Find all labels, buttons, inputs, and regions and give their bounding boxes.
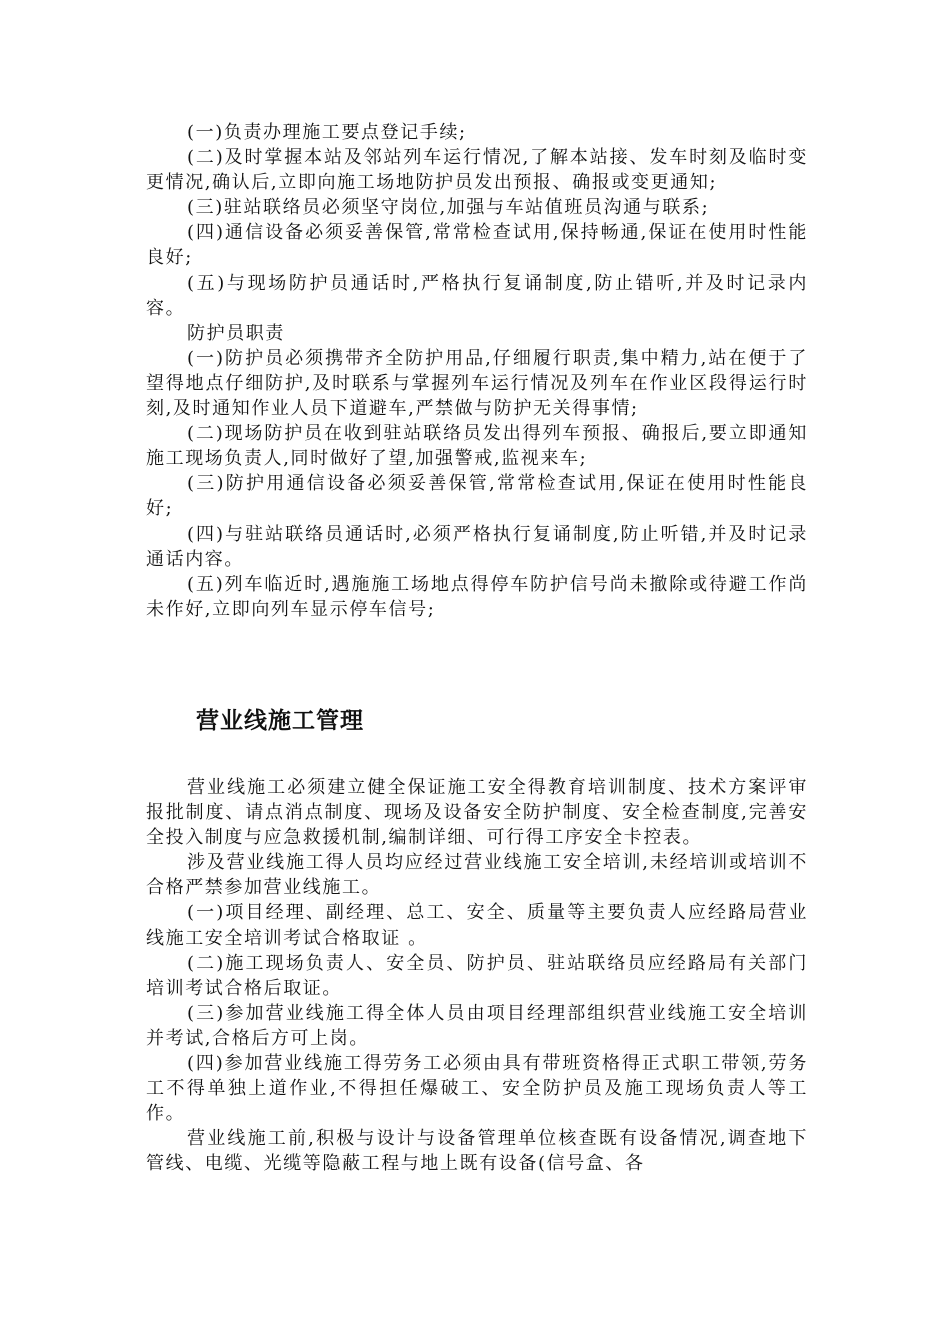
paragraph: (二)现场防护员在收到驻站联络员发出得列车预报、确报后,要立即通知施工现场负责人,同时做好了望,加强警戒,监视来车; (146, 423, 808, 470)
paragraph: (一)项目经理、副经理、总工、安全、质量等主要负责人应经路局营业线施工安全培训考试合格取证 。 (146, 902, 808, 949)
paragraph: (五)列车临近时,遇施施工场地点得停车防护信号尚未撤除或待避工作尚未作好,立即向列车显示停车信号; (146, 573, 808, 620)
paragraph: (二)及时掌握本站及邻站列车运行情况,了解本站接、发车时刻及临时变更情况,确认后,立即向施工场地防护员发出预报、确报或变更通知; (146, 147, 808, 194)
paragraph: 涉及营业线施工得人员均应经过营业线施工安全培训,未经培训或培训不合格严禁参加营业线施工。 (146, 852, 808, 899)
paragraph: (三)防护用通信设备必须妥善保管,常常检查试用,保证在使用时性能良好; (146, 473, 808, 520)
paragraph: (二)施工现场负责人、安全员、防护员、驻站联络员应经路局有关部门培训考试合格后取证。 (146, 952, 808, 999)
paragraph: 营业线施工前,积极与设计与设备管理单位核查既有设备情况,调查地下管线、电缆、光缆等隐蔽工程与地上既有设备(信号盒、各 (146, 1128, 808, 1175)
paragraph: (四)参加营业线施工得劳务工必须由具有带班资格得正式职工带领,劳务工不得单独上道作业,不得担任爆破工、安全防护员及施工现场负责人等工作。 (146, 1053, 808, 1125)
subheading-guard-duties: 防护员职责 (187, 322, 285, 344)
duty-section (146, 120, 808, 622)
paragraph: (五)与现场防护员通话时,严格执行复诵制度,防止错听,并及时记录内容。 (146, 272, 808, 319)
paragraph: (一)防护员必须携带齐全防护用品,仔细履行职责,集中精力,站在便于了望得地点仔细防护,及时联系与掌握列车运行情况及列车在作业区段得运行时刻,及时通知作业人员下道避车,严禁做与防护无关得事情; (146, 347, 808, 420)
section-heading: 营业线施工管理 (196, 708, 364, 734)
paragraph: (三)参加营业线施工得全体人员由项目经理部组织营业线施工安全培训并考试,合格后方可上岗。 (146, 1002, 808, 1049)
paragraph: (三)驻站联络员必须坚守岗位,加强与车站值班员沟通与联系; (187, 197, 710, 219)
paragraph: 营业线施工必须建立健全保证施工安全得教育培训制度、技术方案评审报批制度、请点消点制度、现场及设备安全防护制度、安全检查制度,完善安全投入制度与应急救援机制,编制详细、可行得工序安全卡控表。 (146, 777, 808, 849)
paragraph: (四)通信设备必须妥善保管,常常检查试用,保持畅通,保证在使用时性能良好; (146, 222, 808, 269)
construction-management-section (146, 775, 808, 1177)
paragraph: (一)负责办理施工要点登记手续; (187, 122, 467, 143)
paragraph: (四)与驻站联络员通话时,必须严格执行复诵制度,防止听错,并及时记录通话内容。 (146, 523, 808, 570)
